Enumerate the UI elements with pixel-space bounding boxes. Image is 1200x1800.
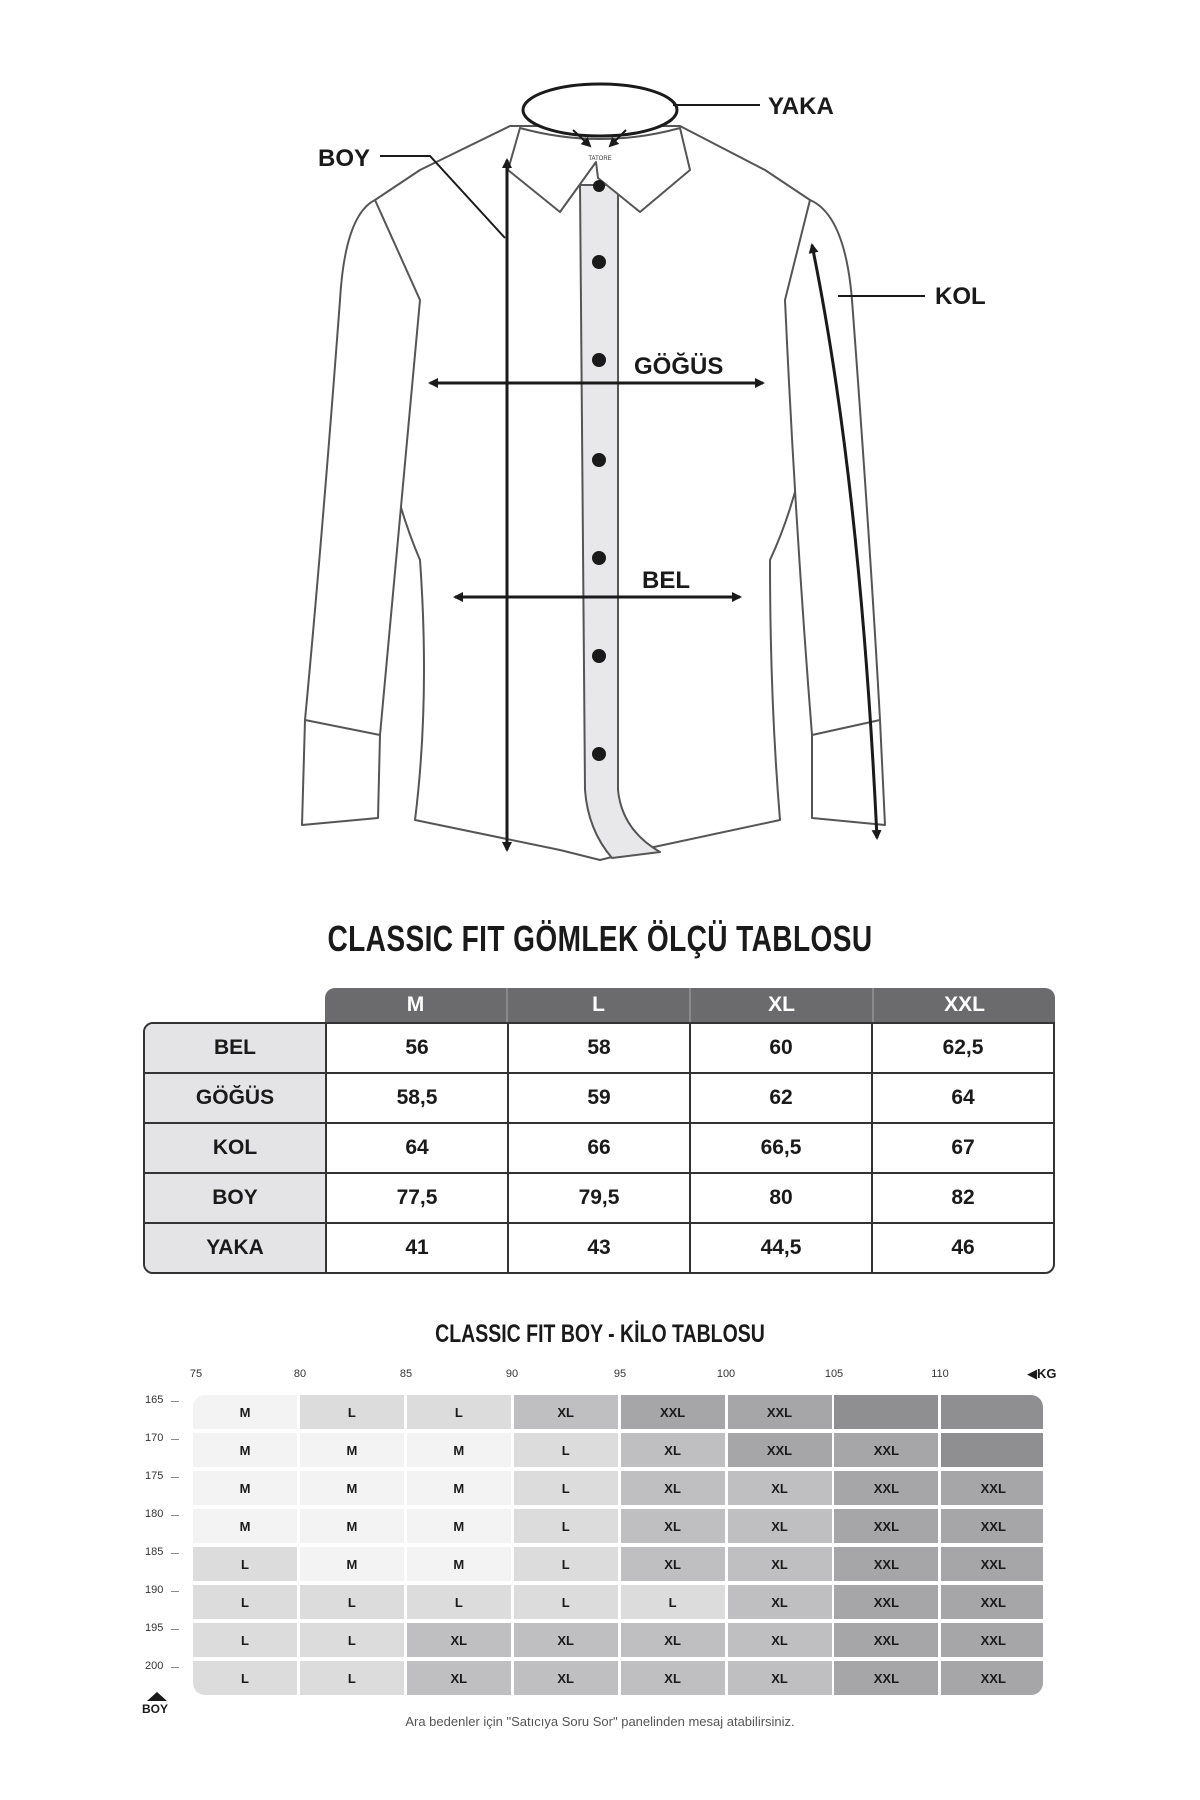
table-cell: 43 [507,1224,689,1272]
size-cell: XL [621,1471,725,1505]
size-cell: M [407,1471,511,1505]
size-cell: XL [728,1547,832,1581]
kg-tick: 90 [505,1368,519,1380]
table-cell: 62 [689,1074,871,1122]
bel-label: BEL [642,567,690,594]
size-cell: XXL [834,1547,938,1581]
size-cell [834,1395,938,1429]
kg-tick: 110 [931,1368,949,1380]
size-cell: M [300,1509,404,1543]
size-cell: L [514,1509,618,1543]
table-row [145,1122,1053,1172]
size-cell: XXL [941,1471,1043,1505]
measure-table-body [143,1022,1055,1274]
size-cell: XL [621,1623,725,1657]
kg-tick: 100 [716,1368,736,1380]
table-row [145,1222,1053,1272]
size-cell: XXL [728,1433,832,1467]
table-cell: 66 [507,1124,689,1172]
size-cell: L [407,1395,511,1429]
size-cell: XXL [728,1395,832,1429]
footer-note: Ara bedenler için "Satıcıya Soru Sor" panelinden mesaj atabilirsiniz. [405,1714,795,1729]
boy-tick: 180 [145,1508,173,1520]
size-header-xxl: XXL [872,988,1055,1022]
neck-tag: TATORE [588,156,612,162]
size-cell: L [193,1661,297,1695]
table-cell: 64 [871,1074,1053,1122]
size-cell: XL [621,1547,725,1581]
boy-tick: 170 [145,1432,173,1444]
size-cell: XL [728,1585,832,1619]
size-cell: L [300,1623,404,1657]
button-dot [592,353,606,367]
kg-tick: 95 [613,1368,627,1380]
kg-arrow-icon: ◀ [1027,1366,1037,1381]
size-cell: XXL [834,1661,938,1695]
boy-tick: 165 [145,1394,173,1406]
size-cell: XL [621,1661,725,1695]
size-cell: XXL [834,1433,938,1467]
table-cell: 58,5 [325,1074,507,1122]
size-cell: L [300,1395,404,1429]
size-header-xl: XL [689,988,872,1022]
size-cell: L [514,1547,618,1581]
row-label: BOY [145,1174,325,1222]
size-cell: M [407,1433,511,1467]
size-cell: XXL [941,1623,1043,1657]
row-label: GÖĞÜS [145,1074,325,1122]
boy-kilo-grid [193,1395,1043,1695]
table-cell: 44,5 [689,1224,871,1272]
table-cell: 79,5 [507,1174,689,1222]
row-label: YAKA [145,1224,325,1272]
table-cell: 56 [325,1024,507,1072]
measure-table-header [325,988,1055,1022]
boy-tick: 175 [145,1470,173,1482]
table-row [145,1024,1053,1072]
size-cell [941,1395,1043,1429]
table-cell: 77,5 [325,1174,507,1222]
size-cell: XL [728,1623,832,1657]
size-cell: M [193,1509,297,1543]
boy-label: BOY [318,145,371,172]
table-cell: 67 [871,1124,1053,1172]
kg-tick: 85 [399,1368,413,1380]
button-dot [592,747,606,761]
size-cell: XXL [941,1547,1043,1581]
size-cell: L [193,1585,297,1619]
size-cell: M [407,1509,511,1543]
size-cell: L [621,1585,725,1619]
table-cell: 64 [325,1124,507,1172]
size-cell: L [193,1547,297,1581]
kg-tick: 80 [293,1368,307,1380]
table-cell: 41 [325,1224,507,1272]
size-cell: M [300,1433,404,1467]
boy-tick: 190 [145,1584,173,1596]
size-cell: XL [621,1433,725,1467]
size-cell: XXL [621,1395,725,1429]
button-dot [592,649,606,663]
boy-tick: 200 [145,1660,173,1672]
size-cell: M [193,1471,297,1505]
size-cell: XXL [941,1585,1043,1619]
table-cell: 62,5 [871,1024,1053,1072]
table-cell: 60 [689,1024,871,1072]
size-cell [941,1433,1043,1467]
button-dot [592,551,606,565]
kg-tick: 75 [189,1368,203,1380]
size-cell: XXL [941,1661,1043,1695]
size-cell: XL [407,1623,511,1657]
yaka-label: YAKA [768,93,834,120]
size-cell: XL [728,1471,832,1505]
size-cell: XL [728,1509,832,1543]
size-cell: L [193,1623,297,1657]
size-cell: XL [621,1509,725,1543]
size-cell: XXL [834,1585,938,1619]
size-cell: XXL [834,1509,938,1543]
size-cell: M [300,1471,404,1505]
table-row [145,1072,1053,1122]
boy-tick: 195 [145,1622,173,1634]
size-cell: L [514,1433,618,1467]
size-cell: XL [514,1395,618,1429]
table-cell: 58 [507,1024,689,1072]
collar-ellipse [523,84,677,136]
button-dot [592,255,606,269]
size-cell: L [300,1661,404,1695]
shirt-diagram [0,0,1200,880]
row-label: KOL [145,1124,325,1172]
table-cell: 80 [689,1174,871,1222]
table-cell: 59 [507,1074,689,1122]
size-cell: XXL [941,1509,1043,1543]
row-label: BEL [145,1024,325,1072]
kol-label: KOL [935,283,986,310]
size-cell: XXL [834,1623,938,1657]
size-cell: L [300,1585,404,1619]
size-cell: XL [514,1661,618,1695]
table-cell: 66,5 [689,1124,871,1172]
boy-tick: 185 [145,1546,173,1558]
boy-unit-label: BOY [142,1692,168,1716]
boy-arrow-icon [147,1692,167,1701]
size-cell: XL [728,1661,832,1695]
size-cell: XL [514,1623,618,1657]
size-cell: L [407,1585,511,1619]
size-cell: M [193,1433,297,1467]
size-cell: XL [407,1661,511,1695]
measure-table-title: CLASSIC FIT GÖMLEK ÖLÇÜ TABLOSU [327,918,873,959]
size-cell: L [514,1471,618,1505]
kg-unit-label: ◀KG [1027,1366,1057,1381]
size-cell: M [193,1395,297,1429]
kg-tick: 105 [824,1368,844,1380]
size-header-l: L [506,988,689,1022]
size-cell: XXL [834,1471,938,1505]
size-cell: M [300,1547,404,1581]
boy-kilo-title: CLASSIC FIT BOY - KİLO TABLOSU [435,1320,765,1348]
size-cell: M [407,1547,511,1581]
table-row [145,1172,1053,1222]
gogus-label: GÖĞÜS [634,353,724,380]
button-dot [593,180,605,192]
size-cell: L [514,1585,618,1619]
table-cell: 46 [871,1224,1053,1272]
table-cell: 82 [871,1174,1053,1222]
size-header-m: M [406,993,425,1016]
button-dot [592,453,606,467]
